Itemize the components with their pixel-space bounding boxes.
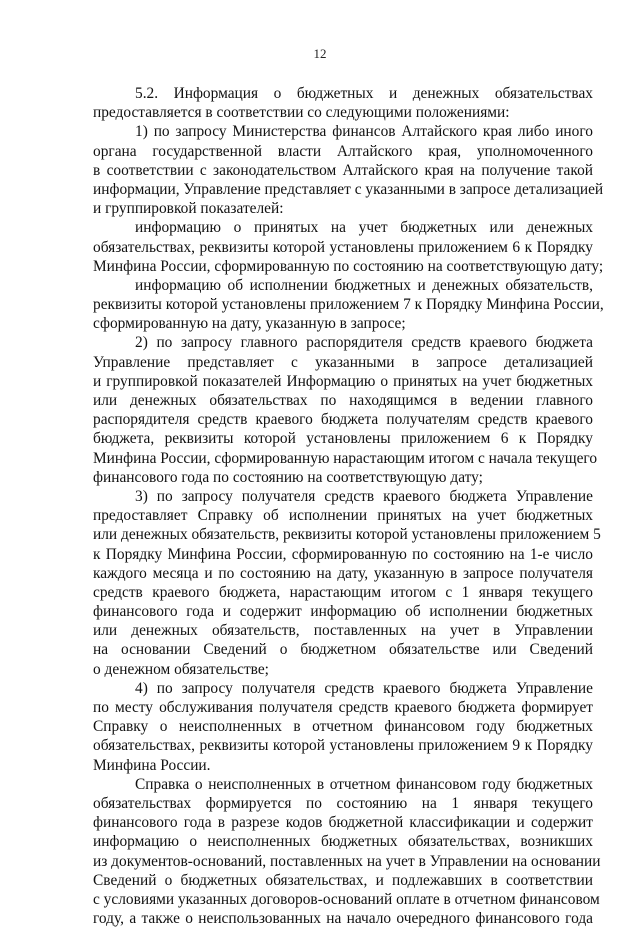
text-line: информацию о неисполненных бюджетных обязательствах, возникших — [93, 833, 593, 851]
text-line: на основании Сведений о бюджетном обязательстве или Сведений — [93, 641, 593, 659]
text-line: предоставляет Справку об исполнении принятых на учет бюджетных — [93, 507, 593, 525]
text-line: распорядителя средств краевого бюджета получателям средств краевого — [93, 411, 593, 429]
text-line: или денежных обязательств, поставленных на учет в Управлении — [93, 622, 593, 640]
text-line: из документов-оснований, поставленных на учет в Управлении на основании — [93, 852, 601, 870]
text-line: финансового года и содержит информацию об исполнении бюджетных — [93, 603, 593, 621]
text-line: Минфина России. — [93, 756, 211, 774]
text-line: обязательствах, реквизиты которой установлены приложением 6 к Порядку — [93, 238, 593, 256]
text-line: реквизиты которой установлены приложением 7 к Порядку Минфина России, — [93, 296, 604, 314]
text-line: сформированную на дату, указанную в запросе; — [93, 315, 406, 333]
text-line: Справку о неисполненных в отчетном финансовом году бюджетных — [93, 718, 593, 736]
text-line: органа государственной власти Алтайского края, уполномоченного — [93, 142, 593, 160]
text-line: каждого месяца и по состоянию на дату, указанную в запросе получателя — [93, 564, 593, 582]
text-line: бюджета, реквизиты которой установлены приложением 6 к Порядку — [93, 430, 593, 448]
text-line: с условиями указанных договоров-оснований оплате в отчетном финансовом — [93, 890, 600, 908]
text-line: о денежном обязательстве; — [93, 660, 269, 678]
text-line: финансового года по состоянию на соответствующую дату; — [93, 468, 483, 486]
text-line: Управление представляет с указанными в запросе детализацией — [93, 353, 593, 371]
text-line: или денежных обязательств, реквизиты которой установлены приложением 5 — [93, 526, 601, 544]
text-line: Минфина России, сформированную нарастающим итогом с начала текущего — [93, 449, 598, 467]
text-line: средств краевого бюджета, нарастающим итогом с 1 января текущего — [93, 583, 593, 601]
text-line: в соответствии с законодательством Алтайского края на получение такой — [93, 161, 593, 179]
text-line: обязательствах, реквизиты которой установлены приложением 9 к Порядку — [93, 737, 593, 755]
text-line: 5.2. Информация о бюджетных и денежных обязательствах — [135, 85, 593, 102]
text-line: информацию о принятых на учет бюджетных или денежных — [135, 219, 593, 237]
text-line: Справка о неисполненных в отчетном финансовом году бюджетных — [135, 775, 593, 793]
text-line: 4) по запросу получателя средств краевого бюджета Управление — [135, 679, 593, 697]
text-line: 3) по запросу получателя средств краевого бюджета Управление — [135, 487, 593, 505]
text-line: или денежных обязательствах по находящимся в ведении главного — [93, 392, 593, 409]
page-number: 12 — [313, 46, 327, 61]
text-line: к Порядку Минфина России, сформированную по состоянию на 1-е число — [93, 545, 593, 563]
text-line: году, а также о неиспользованных на начало очередного финансового года — [93, 910, 593, 928]
text-line: по месту обслуживания получателя средств краевого бюджета формирует — [93, 699, 593, 716]
text-line: 2) по запросу главного распорядителя средств краевого бюджета — [135, 334, 593, 352]
text-line: обязательствах формируется по состоянию на 1 января текущего — [93, 794, 593, 812]
text-line: Минфина России, сформированную по состоянию на соответствующую дату; — [93, 257, 604, 275]
text-line: предоставляется в соответствии со следующими положениями: — [93, 104, 510, 122]
text-line: информации, Управление представляет с указанными в запросе детализацией — [93, 180, 604, 198]
text-line: Сведений о бюджетных обязательствах, и подлежавших в соответствии — [93, 871, 593, 889]
text-line: и группировкой показателей: — [93, 200, 284, 218]
text-line: финансового года в разрезе кодов бюджетной классификации и содержит — [93, 814, 593, 832]
text-line: информацию об исполнении бюджетных и денежных обязательств, — [135, 276, 593, 294]
text-line: и группировкой показателей Информацию о принятых на учет бюджетных — [93, 372, 593, 390]
text-line: 1) по запросу Министерства финансов Алтайского края либо иного — [135, 123, 593, 141]
document-body — [93, 84, 604, 928]
